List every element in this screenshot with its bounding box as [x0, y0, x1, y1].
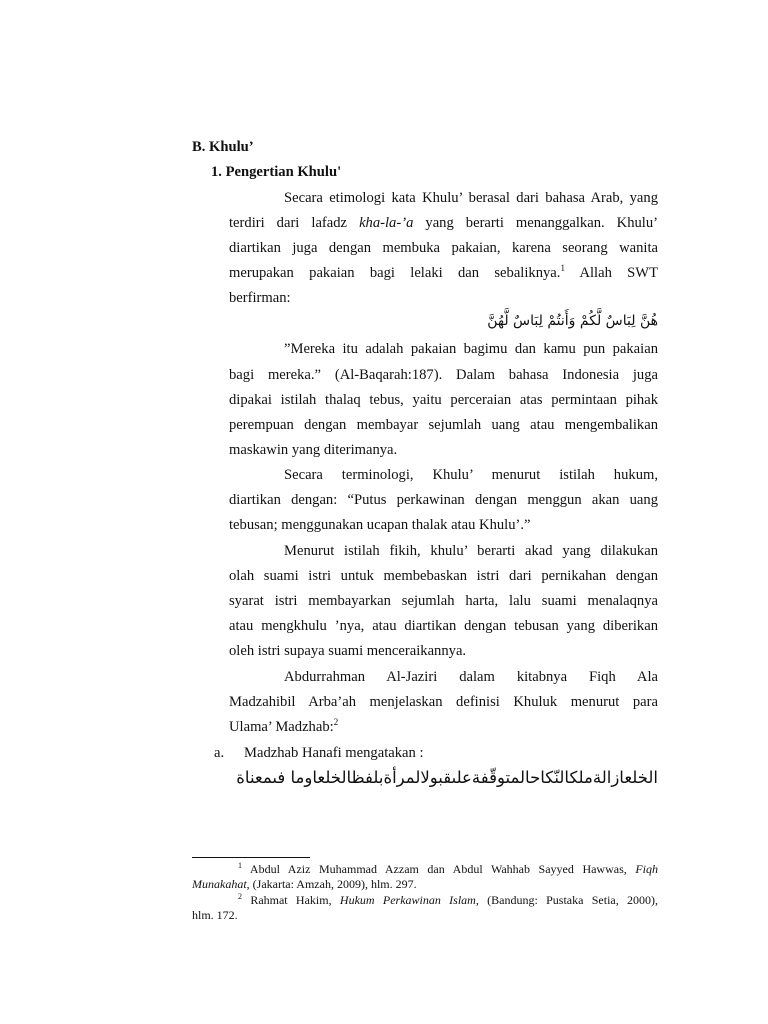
footnote-number: 1: [238, 861, 242, 870]
paragraph-line: merupakan pakaian bagi lelaki dan sebaliknya.$^1$ Allah SWT: [229, 263, 658, 281]
footnote-separator: [192, 857, 310, 858]
footnote: $^1$ Abdul Aziz Muhammad Azzam dan Abdul Wahhab Sayyed Hawwas, Fiqh Munakahat, (Jakarta: Amzah, 2009), hlm. 297.: [192, 861, 658, 891]
paragraph-line: diartikan juga dengan membuka pakaian, karena seorang wanita: [229, 240, 658, 256]
paragraph-line: bagi mereka.” (Al-Baqarah:187). Dalam bahasa Indonesia juga: [229, 367, 658, 383]
paragraph-line: berfirman:: [229, 290, 291, 306]
footnote-ref: 1: [560, 263, 565, 273]
paragraph-line: Menurut istilah fikih, khulu’ berarti akad yang dilakukan: [284, 543, 658, 559]
paragraph-line: maskawin yang diterimanya.: [229, 442, 398, 458]
quran-verse: هُنَّ لِبَاسٌ لَّكُمْ وَأَنتُمْ لِبَاسٌ لَّهُنَّ: [487, 313, 658, 329]
list-item-text: Madzhab Hanafi mengatakan :: [244, 745, 424, 761]
italic-term: kha-la-’a: [359, 215, 414, 231]
footnote: $^2$ Rahmat Hakim, Hukum Perkawinan Islam, (Bandung: Pustaka Setia, 2000), hlm. 172.: [192, 892, 659, 922]
footnote-number: 2: [238, 892, 242, 901]
paragraph-line: tebusan; menggunakan ucapan thalak atau Khulu’.”: [229, 517, 531, 533]
arabic-definition: الخلعازالةملكالنّكاحالمتوقّفةعلىقبولالمرأةبلفظالخلعاوما فىمعناة: [236, 768, 658, 787]
paragraph-line: olah suami istri untuk membebaskan istri dari pernikahan dengan: [229, 568, 658, 584]
paragraph-line: Secara terminologi, Khulu’ menurut istilah hukum,: [284, 467, 658, 483]
paragraph-line: oleh istri supaya suami menceraikannya.: [229, 643, 467, 659]
paragraph-line: Madzahibil Arba’ah menjelaskan definisi Khuluk menurut para: [229, 694, 658, 710]
paragraph-line: syarat istri membayarkan sejumlah harta, lalu suami menalaqnya: [229, 593, 658, 609]
paragraph-line: diartikan dengan: “Putus perkawinan dengan menggun akan uang: [229, 492, 658, 508]
paragraph-line: dipakai istilah thalaq tebus, yaitu perceraian atas permintaan pihak: [229, 392, 658, 408]
paragraph-line: atau mengkhulu ’nya, atau diartikan dengan tebusan yang diberikan: [229, 618, 658, 634]
paragraph-line: Ulama’ Madzhab:$^2$: [229, 717, 339, 735]
subsection-heading: 1. Pengertian Khulu': [211, 164, 342, 180]
paragraph-line: perempuan dengan membayar sejumlah uang atau mengembalikan: [229, 417, 658, 433]
list-marker: a.: [214, 745, 225, 761]
paragraph-line: Abdurrahman Al-Jaziri dalam kitabnya Fiqh Ala: [284, 669, 658, 685]
paragraph-line: Secara etimologi kata Khulu’ berasal dari bahasa Arab, yang: [284, 190, 658, 206]
paragraph-line: ”Mereka itu adalah pakaian bagimu dan kamu pun pakaian: [284, 341, 658, 357]
footnote-ref: 2: [333, 717, 339, 727]
section-heading: B. Khulu’: [192, 139, 254, 155]
paragraph-line: terdiri dari lafadz kha-la-’a yang berarti menanggalkan. Khulu’: [229, 215, 659, 231]
